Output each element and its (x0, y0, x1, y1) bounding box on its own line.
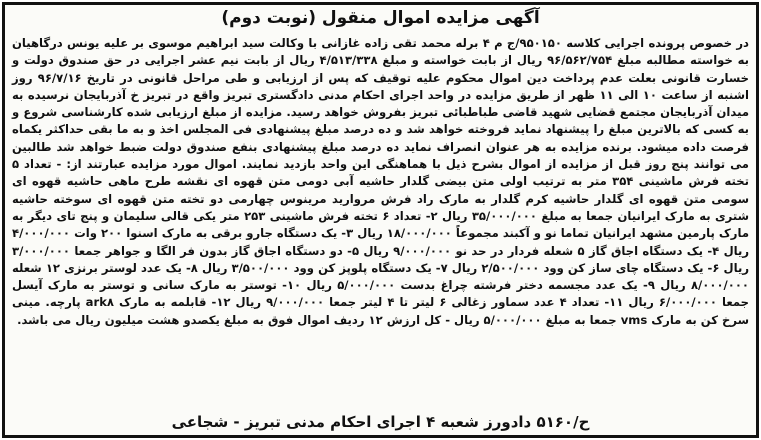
notice-frame (2, 2, 759, 438)
notice-body-paragraph: در خصوص پرونده اجرایی کلاسه ۹۵۰۱۵۰/ج م ۴ برله محمد تقی زاده غازانی با وکالت سید ابراهیم موسوی بر علیه یونس درگاهیان به خواسته مطالبه مبلغ ۹۶/۵۶۲/۷۵۴ ریال از بابت خواسته و مبلغ ۴/۵۱۳/۳۳۸ ریال از بابت نیم عشر اجرایی در حق صندوق دولت و خسارت قانونی بعلت عدم پرداخت دین اموال محکوم علیه توقیف که پس از ارزیابی و طی مراحل قانونی در تاریخ ۹۶/۷/۱۶ روز اشنبه از ساعت ۱۰ الی ۱۱ ظهر از طریق مزایده در واحد اجرای احکام مدنی دادگستری تبریز واقع در تبریز خ آذربایجان نرسیده به میدان آذربایجان مجتمع قضایی شهید قاضی طباطبائی تبریز بفروش خواهد رسید. مزایده از مبلغ ارزیابی شده کارشناسی شروع و به کسی که بالاترین مبلغ را پیشنهاد نماید فروخته خواهد شد و ده درصد مبلغ پیشنهادی فی المجلس اخذ و به ما بقی حداکثر یکماه فرصت داده میشود. برنده مزایده به هر عنوان انصراف نماید ده درصد مبلغ پیشنهادی بنفع صندوق دولت ضبط خواهد شد طالبین می توانند پنج روز قبل از مزایده از اموال بشرح ذیل با هماهنگی این واحد بازدید نمایند. اموال مورد مزایده عبارتند از: - تعداد ۵ تخته فرش ماشینی ۳۵۴ متر به ترتیب اولی متن بیضی گلدار حاشیه آبی دومی متن قهوه ای نقشه طرح ماهی حاشیه قهوه ای سومی متن قهوه ای گلدار حاشیه کرم گلدار به مارک راد فرش مروارید مرینوس چهارمی دو تخته متن قهوه ای سوخته حاشیه شتری به مارک ایرانیان جمعا به مبلغ ۳۵/۰۰۰/۰۰۰ ریال ۲- تعداد ۶ تخته فرش ماشینی ۲۵۳ متر یکی قالی سلیمان و پنج تای دیگر به مارک پارمین مشهد ایرانیان تماما نو و آکبند مجموعاً ۱۸/۰۰۰/۰۰۰ ریال ۳- یک دستگاه جارو برقی به مارک اسنوا ۲۰۰ وات ۴/۰۰۰/۰۰۰ ریال ۴- یک دستگاه اجاق گاز ۵ شعله فردار در حد نو ۹/۰۰۰/۰۰۰ ریال ۵- دو دستگاه اجاق گاز بدون فر الگا و جواهر جمعا ۳/۰۰۰/۰۰۰ ریال ۶- یک دستگاه چای ساز کن وود ۲/۵۰۰/۰۰۰ ریال ۷- یک دستگاه پلوپز کن وود ۳/۵۰۰/۰۰۰ ریال ۸- یک عدد لوستر برنزی ۱۲ شعله ۸/۰۰۰/۰۰۰ ریال ۹- یک عدد مجسمه دختر فرشته چراغ بدست ۵/۰۰۰/۰۰۰ ریال ۱۰- توستر به مارک سانی و توستر به مارک آیسل جمعا ۶/۰۰۰/۰۰۰ ریال ۱۱- تعداد ۴ عدد سماور زغالی ۶ لیتر تا ۴ لیتر جمعا ۹/۰۰۰/۰۰۰ ریال ۱۲- قابلمه به مارک ark۸ پارچه. مینی سرخ کن به مارک vms جمعا به مبلغ ۵/۰۰۰/۰۰۰ ریال - کل ارزش ۱۲ ردیف اموال فوق به مبلغ یکصدو هشت میلیون ریال می باشد. (12, 36, 750, 327)
notice-title: آگهی مزایده اموال منقول (نوبت دوم) (221, 8, 540, 28)
notice-signature: ح/۵۱۶۰ دادورز شعبه ۴ اجرای احکام مدنی تبریز - شجاعی (171, 413, 590, 431)
notice-body (12, 35, 749, 329)
